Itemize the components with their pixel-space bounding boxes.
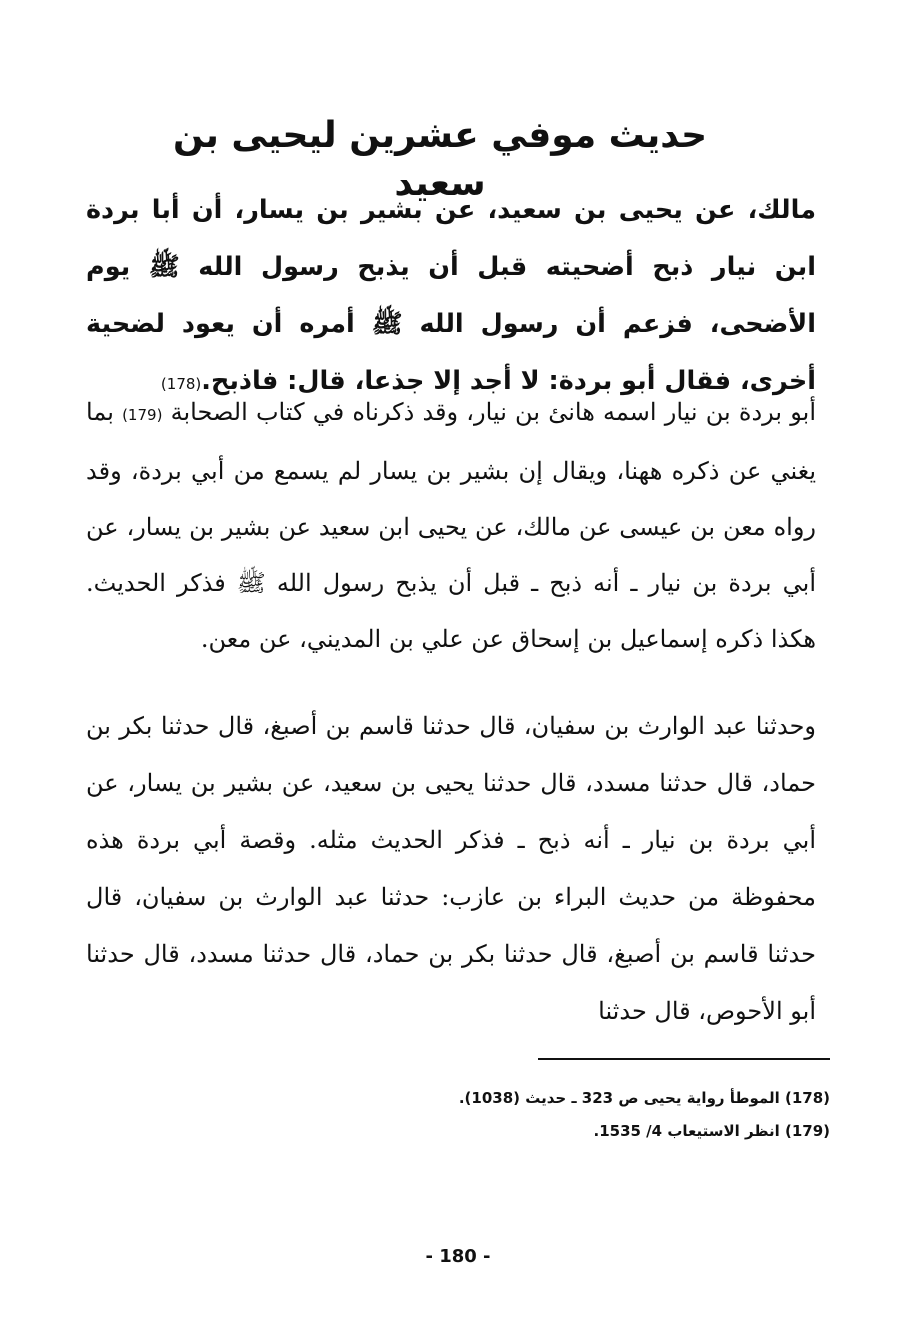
hadith-text-paragraph: [86, 182, 816, 413]
commentary-paragraph: [86, 384, 858, 667]
chapter-heading: حديث موفي عشرين ليحيى بن سعيد: [172, 115, 708, 204]
isnad-text: وحدثنا عبد الوارث بن سفيان، قال حدثنا قاسم بن أصبغ، قال حدثنا بكر بن حماد، قال حدثنا مسدد، قال حدثنا يحيى بن سعيد، عن بشير بن يسار، عن أبي بردة بن نيار ـ أنه ذبح ـ فذكر الحديث مثله. وقصة أبي بردة هذه محفوظة من حديث البراء بن عازب: حدثنا عبد الوارث بن سفيان، قال حدثنا قاسم بن أصبغ، قال حدثنا بكر بن حماد، قال حدثنا مسدد، قال حدثنا أبو الأحوص، قال حدثنا: [86, 712, 816, 1025]
footnote-ref-178: (178): [160, 375, 202, 393]
hadith-text: مالك، عن يحيى بن سعيد، عن بشير بن يسار، أن أبا بردة ابن نيار ذبح أضحيته قبل أن يذبح رسول الله ﷺ يوم الأضحى، فزعم أن رسول الله ﷺ أمره أن يعود لضحية أخرى، فقال أبو بردة: لا أجد إلا جذعا، قال: فاذبح.: [86, 195, 816, 396]
footnote-178: (178) الموطأ رواية يحيى ص 323 ـ حديث (1038).: [458, 1089, 830, 1107]
footnote-179: (179) انظر الاستيعاب 4/ 1535.: [593, 1122, 830, 1140]
commentary-text-a: أبو بردة بن نيار اسمه هانئ بن نيار، وقد ذكرناه في كتاب الصحابة: [170, 398, 816, 426]
isnad-paragraph: [86, 698, 858, 1040]
footnote-ref-179: (179): [122, 406, 163, 424]
page-number: - 180 -: [425, 1246, 491, 1267]
commentary-text-b: بما يغني عن ذكره ههنا، ويقال إن بشير بن يسار لم يسمع من أبي بردة، وقد رواه معن بن عيسى عن مالك، عن يحيى ابن سعيد عن بشير بن يسار، عن أبي بردة بن نيار ـ أنه ذبح ـ قبل أن يذبح رسول الله ﷺ فذكر الحديث. هكذا ذكره إسماعيل بن إسحاق عن علي بن المديني، عن معن.: [86, 398, 816, 653]
footnote-divider: [538, 1058, 830, 1060]
footnotes: [270, 1082, 830, 1148]
